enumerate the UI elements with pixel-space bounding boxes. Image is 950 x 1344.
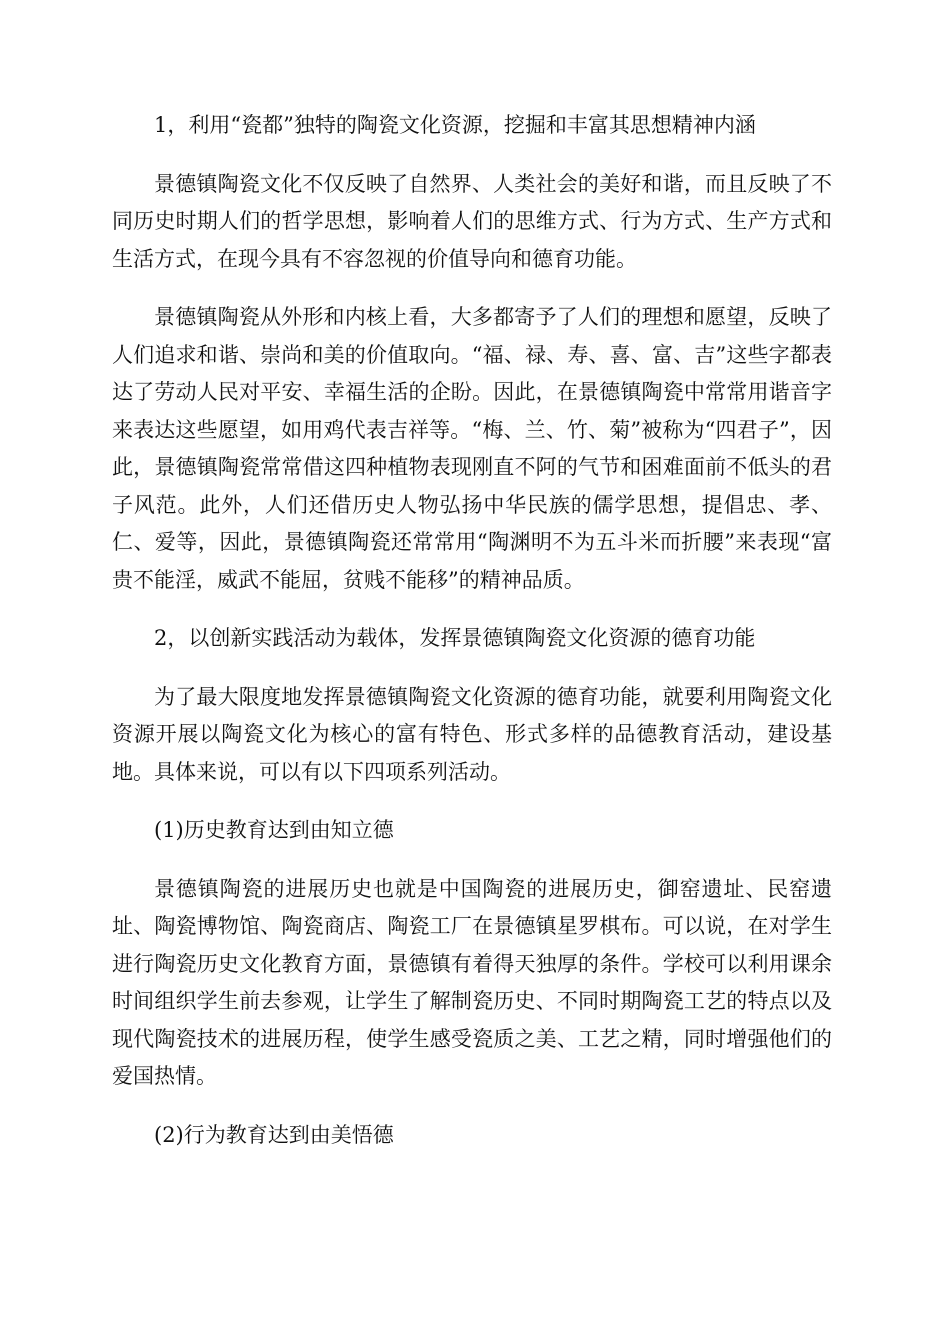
paragraph-ceramic-symbolism: 景德镇陶瓷从外形和内核上看，大多都寄予了人们的理想和愿望，反映了人们追求和谐、崇尚和美的价值取向。“福、禄、寿、喜、富、吉”这些字都表达了劳动人民对平安、幸福生活的企盼。因此，在景德镇陶瓷中常常用谐音字来表达这些愿望，如用鸡代表吉祥等。“梅、兰、竹、菊”被称为“四君子”，因此，景德镇陶瓷常常借这四种植物表现刚直不阿的气节和困难面前不低头的君子风范。此外，人们还借历史人物弘扬中华民族的儒学思想，提倡忠、孝、仁、爱等，因此，景德镇陶瓷还常常用“陶渊明不为五斗米而折腰”来表现“富贵不能淫，威武不能屈，贫贱不能移”的精神品质。 xyxy=(112,305,832,592)
document-body xyxy=(112,107,832,1175)
paragraph-culture-overview: 景德镇陶瓷文化不仅反映了自然界、人类社会的美好和谐，而且反映了不同历史时期人们的哲学思想，影响着人们的思维方式、行为方式、生产方式和生活方式，在现今具有不容忽视的价值导向和德育功能。 xyxy=(112,171,832,271)
paragraph-history-education: 景德镇陶瓷的进展历史也就是中国陶瓷的进展历史，御窑遗址、民窑遗址、陶瓷博物馆、陶瓷商店、陶瓷工厂在景德镇星罗棋布。可以说，在对学生进行陶瓷历史文化教育方面，景德镇有着得天独厚的条件。学校可以利用课余时间组织学生前去参观，让学生了解制瓷历史、不同时期陶瓷工艺的特点以及现代陶瓷技术的进展历程，使学生感受瓷质之美、工艺之精，同时增强他们的爱国热情。 xyxy=(112,876,832,1088)
subheading-history-education: (1)历史教育达到由知立德 xyxy=(154,818,394,842)
section-heading-2: 2，以创新实践活动为载体，发挥景德镇陶瓷文化资源的德育功能 xyxy=(154,626,756,650)
paragraph-activities-intro: 为了最大限度地发挥景德镇陶瓷文化资源的德育功能，就要利用陶瓷文化资源开展以陶瓷文化为核心的富有特色、形式多样的品德教育活动，建设基地。具体来说，可以有以下四项系列活动。 xyxy=(112,684,832,784)
subheading-behavior-education: (2)行为教育达到由美悟德 xyxy=(154,1122,394,1147)
section-heading-1: 1，利用“瓷都”独特的陶瓷文化资源，挖掘和丰富其思想精神内涵 xyxy=(154,113,756,137)
